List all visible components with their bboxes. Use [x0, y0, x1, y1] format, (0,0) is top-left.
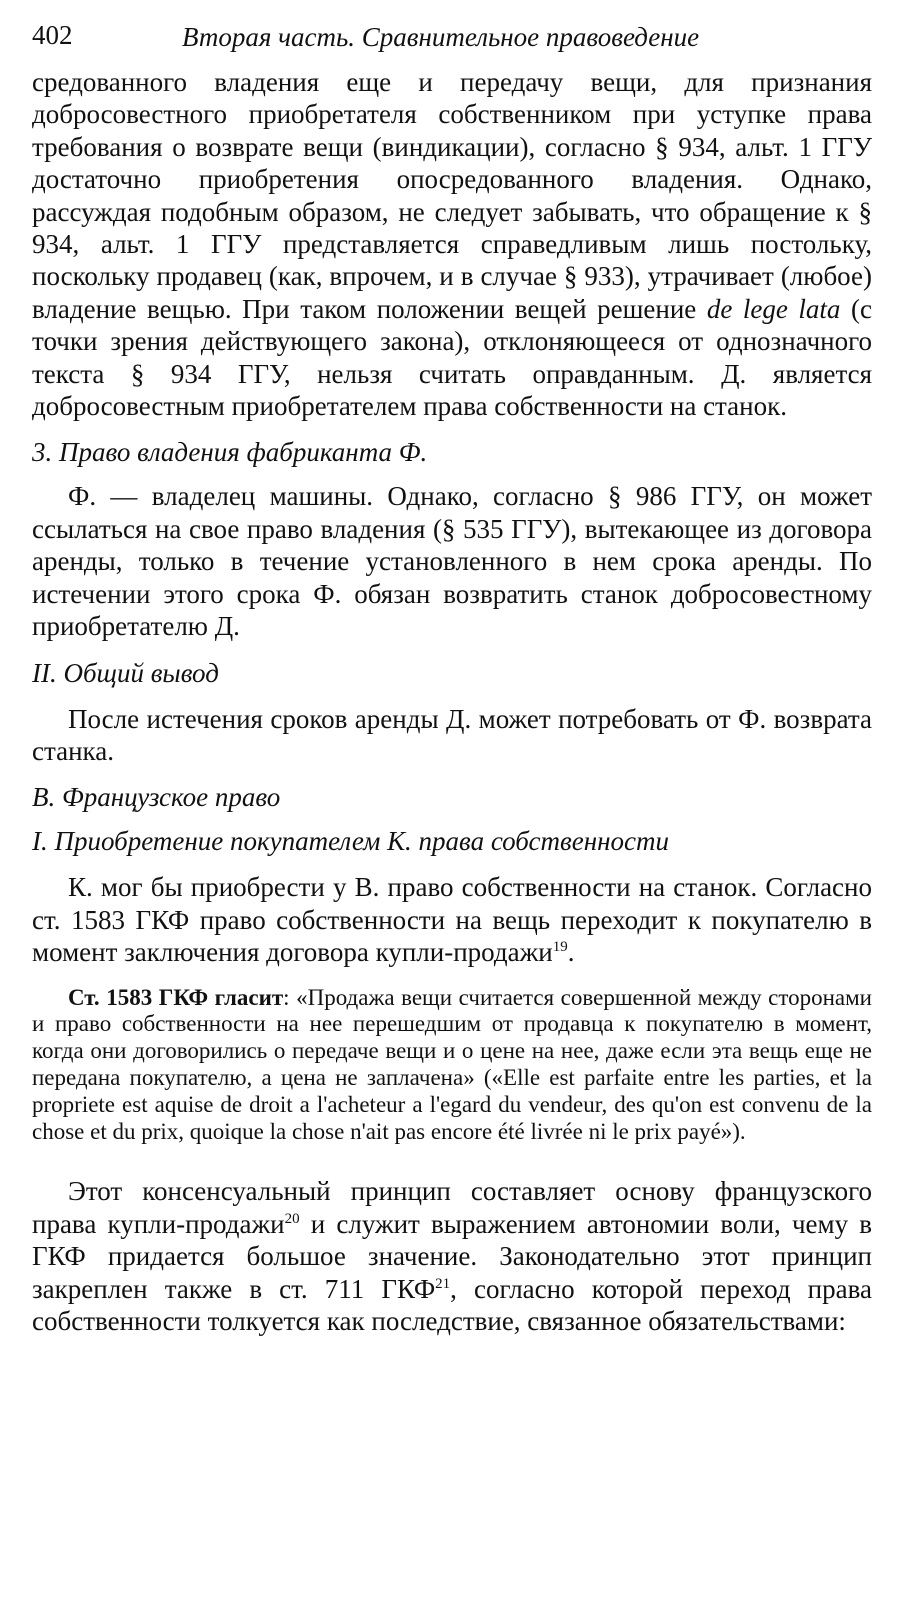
text-run: .	[567, 937, 575, 968]
page-header	[32, 20, 872, 60]
paragraph-possession-right: Ф. — владелец машины. Однако, согласно § 986 ГГУ, он может ссылаться на свое право владения (§ 535 ГГУ), вытекающее из договора аренды, только в течение установленного в нем срока аренды. По истечении этого срока Ф. обязан возвратить станок добросовестному приобретателю Д.	[32, 481, 872, 642]
section-heading-3: 3. Право владения фабриканта Ф.	[32, 437, 428, 468]
footnote-ref-21: 21	[435, 1275, 451, 1292]
paragraph-french-acquisition	[32, 871, 872, 968]
footnote-ref-20: 20	[284, 1210, 300, 1227]
text-run: (с точки зрения действующего закона), отклоняющееся от однозначного текста § 934 ГГУ, нельзя считать оправданным. Д. является добросовестным приобретателем права собственности на станок.	[32, 293, 872, 422]
book-page	[32, 20, 872, 1337]
quote-lead: Ст. 1583 ГКФ гласит	[68, 984, 284, 1010]
text-run: К. мог бы приобрести у В. право собственности на станок. Согласно ст. 1583 ГКФ право собственности на вещь переходит к покупателю в момент заключения договора купли-продажи	[32, 872, 872, 968]
text-run: , согласно которой переход права собственности толкуется как последствие, связанное обязательствами:	[32, 1273, 872, 1336]
section-heading-I: I. Приобретение покупателем К. права собственности	[32, 826, 669, 857]
paragraph-consensual-principle	[32, 1175, 872, 1337]
running-title: Вторая часть. Сравнительное правоведение	[182, 22, 700, 52]
paragraph-general-conclusion: После истечения сроков аренды Д. может потребовать от Ф. возврата станка.	[32, 703, 872, 766]
quote-text: : «Продажа вещи считается совершенной между сторонами и право собственности на нее перешедшим от продавца к покупателю в момент, когда они договорились о передаче вещи и о цене на нее, даже если эта вещь еще не передана покупателю, а цена не заплачена» («Elle est parfaite entre les parties, et la propriete est aquise de droit a l'acheteur a l'egard du vendeur, des qu'on est convenu de la chose et du prix, quoique la chose n'ait pas encore été livrée ni le prix payé»).	[32, 984, 872, 1144]
section-heading-II: II. Общий вывод	[32, 657, 219, 688]
page-number: 402	[32, 20, 73, 50]
section-heading-B: B. Французское право	[32, 782, 281, 813]
paragraph-german-acquisition	[32, 66, 872, 422]
text-run: и служит выражением автономии воли, чему в ГКФ придается большое значение. Законодательно этот принцип закреплен также в ст. 711 ГКФ	[32, 1208, 873, 1304]
quote-article-1583	[32, 985, 872, 1146]
footnote-ref-19: 19	[552, 939, 568, 956]
text-run: Этот консенсуальный принцип составляет основу французского права купли-продажи	[32, 1176, 872, 1239]
text-run: средованного владения еще и передачу вещи, для признания добросовестного приобретателя собственником при уступке права требования о возврате вещи (виндикации), согласно § 934, альт. 1 ГГУ достаточно приобретения опосредованного владения. Однако, рассуждая подобным образом, не следует забывать, что обращение к § 934, альт. 1 ГГУ представляется справедливым лишь постольку, поскольку продавец (как, впрочем, и в случае § 933), утрачивает (любое) владение вещью. При таком положении вещей решение	[32, 67, 872, 324]
latin-term: de lege lata	[706, 293, 841, 324]
